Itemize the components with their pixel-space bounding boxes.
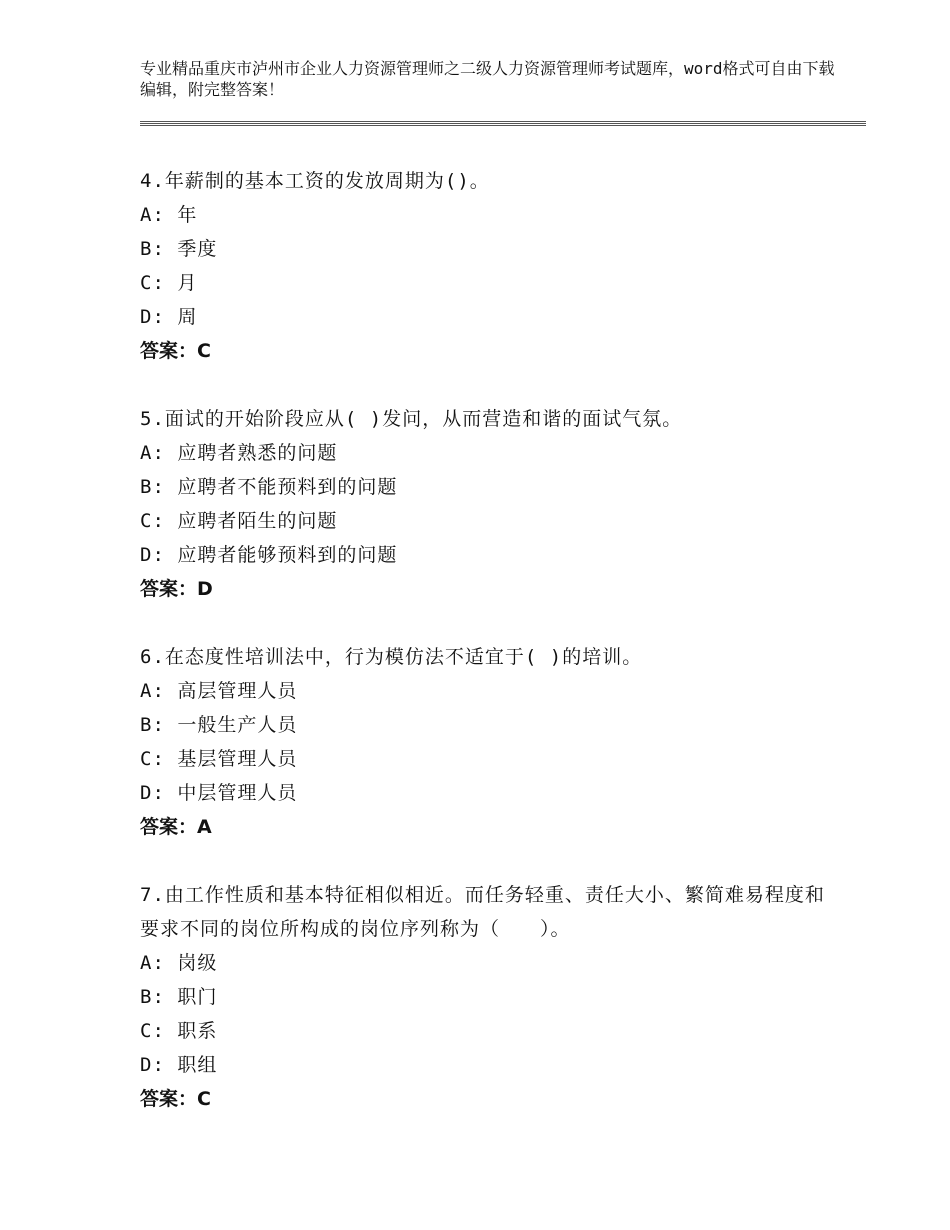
option-d <box>140 1048 840 1082</box>
option-text: 职门 <box>177 986 218 1008</box>
option-letter: B: <box>140 986 165 1008</box>
question-stem: 5.面试的开始阶段应从( )发问，从而营造和谐的面试气氛。 <box>140 408 683 430</box>
question-4 <box>140 164 840 368</box>
option-d <box>140 538 840 572</box>
option-letter: C: <box>140 748 165 770</box>
option-text: 高层管理人员 <box>177 680 298 702</box>
option-letter: A: <box>140 442 165 464</box>
header-divider <box>140 121 866 122</box>
option-c <box>140 1014 840 1048</box>
option-text: 岗级 <box>177 952 218 974</box>
option-a <box>140 674 840 708</box>
option-letter: C: <box>140 1020 165 1042</box>
answer-line: 答案：A <box>140 816 212 838</box>
answer-line: 答案：C <box>140 1088 211 1110</box>
header-divider <box>140 125 866 126</box>
option-a <box>140 436 840 470</box>
option-text: 年 <box>177 204 198 226</box>
option-letter: A: <box>140 204 165 226</box>
question-list <box>140 164 840 1150</box>
question-stem: 6.在态度性培训法中，行为模仿法不适宜于( )的培训。 <box>140 646 643 668</box>
option-text: 应聘者陌生的问题 <box>177 510 338 532</box>
header-divider <box>140 123 866 124</box>
option-text: 月 <box>177 272 198 294</box>
option-text: 应聘者不能预料到的问题 <box>177 476 398 498</box>
option-d <box>140 300 840 334</box>
option-text: 应聘者能够预料到的问题 <box>177 544 398 566</box>
option-text: 应聘者熟悉的问题 <box>177 442 338 464</box>
option-b <box>140 232 840 266</box>
option-c <box>140 742 840 776</box>
question-5 <box>140 402 840 606</box>
option-text: 季度 <box>177 238 218 260</box>
option-letter: A: <box>140 680 165 702</box>
option-letter: D: <box>140 306 165 328</box>
option-letter: D: <box>140 782 165 804</box>
option-a <box>140 946 840 980</box>
option-b <box>140 980 840 1014</box>
option-a <box>140 198 840 232</box>
option-b <box>140 708 840 742</box>
question-stem: 7.由工作性质和基本特征相似相近。而任务轻重、责任大小、繁简难易程度和要求不同的岗位所构成的岗位序列称为（ ）。 <box>140 884 825 940</box>
option-letter: C: <box>140 510 165 532</box>
question-6 <box>140 640 840 844</box>
option-text: 职组 <box>177 1054 218 1076</box>
answer-line: 答案：C <box>140 340 211 362</box>
option-c <box>140 266 840 300</box>
question-7 <box>140 878 840 1116</box>
option-text: 周 <box>177 306 198 328</box>
option-d <box>140 776 840 810</box>
option-letter: C: <box>140 272 165 294</box>
option-text: 基层管理人员 <box>177 748 298 770</box>
option-text: 中层管理人员 <box>177 782 298 804</box>
option-c <box>140 504 840 538</box>
option-letter: B: <box>140 238 165 260</box>
option-text: 一般生产人员 <box>177 714 298 736</box>
option-letter: B: <box>140 714 165 736</box>
document-header: 专业精品重庆市泸州市企业人力资源管理师之二级人力资源管理师考试题库，word格式可自由下载编辑，附完整答案！ <box>140 59 835 99</box>
option-letter: B: <box>140 476 165 498</box>
option-b <box>140 470 840 504</box>
option-letter: A: <box>140 952 165 974</box>
option-text: 职系 <box>177 1020 218 1042</box>
question-stem: 4.年薪制的基本工资的发放周期为()。 <box>140 170 490 192</box>
option-letter: D: <box>140 544 165 566</box>
answer-line: 答案：D <box>140 578 213 600</box>
option-letter: D: <box>140 1054 165 1076</box>
